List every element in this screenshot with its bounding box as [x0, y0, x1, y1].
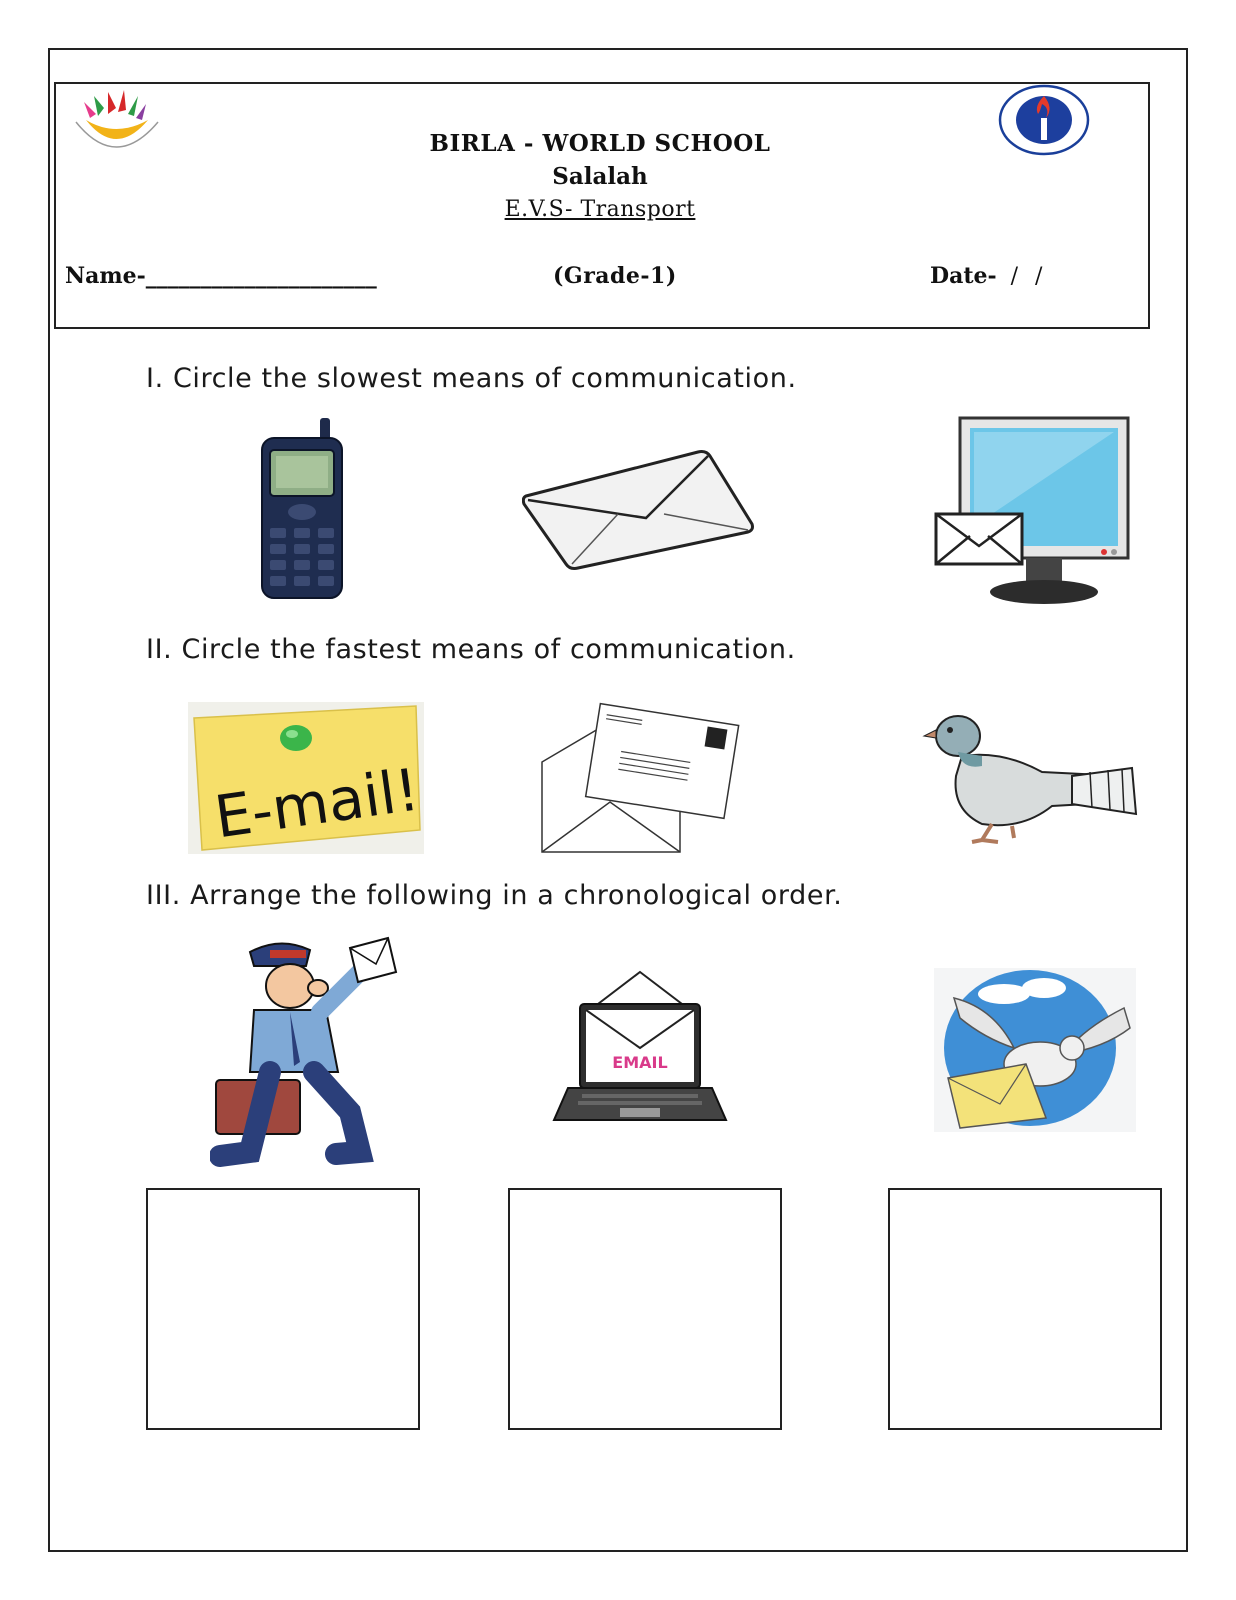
postman-icon[interactable] — [210, 932, 400, 1168]
envelope-icon[interactable] — [522, 448, 758, 572]
question-3-text: Arrange the following in a chronological order. — [190, 880, 843, 911]
name-field[interactable]: Name-_____________________ — [65, 263, 377, 289]
laptop-screen-text: EMAIL — [612, 1053, 668, 1072]
question-2-text: Circle the fastest means of communication. — [181, 634, 796, 665]
school-city: Salalah — [552, 163, 648, 190]
mobile-phone-icon[interactable] — [258, 416, 348, 602]
question-3-number: III. — [146, 880, 181, 911]
logo-leaves — [84, 90, 146, 120]
school-name: BIRLA - WORLD SCHOOL — [429, 130, 771, 157]
worksheet-subject: E.V.S- Transport — [504, 197, 696, 222]
date-slashes: / / — [1010, 264, 1043, 289]
computer-mail-icon[interactable] — [934, 416, 1134, 608]
question-2 — [146, 634, 796, 665]
question-1-number: I. — [146, 363, 164, 394]
question-2-number: II. — [146, 634, 173, 665]
email-note-text: E-mail! — [210, 755, 424, 852]
pigeon-icon[interactable] — [922, 706, 1144, 854]
pigeon-post-icon[interactable] — [934, 968, 1136, 1132]
date-field[interactable] — [930, 263, 1042, 289]
date-label: Date- — [930, 263, 997, 289]
mail-envelope-icon — [936, 514, 1022, 564]
answer-box-2[interactable] — [508, 1188, 782, 1430]
grade-label: (Grade-1) — [553, 263, 677, 289]
question-1-text: Circle the slowest means of communication. — [172, 363, 797, 394]
laptop-email-icon[interactable] — [552, 970, 728, 1124]
question-1 — [146, 363, 797, 394]
answer-box-3[interactable] — [888, 1188, 1162, 1430]
answer-box-1[interactable] — [146, 1188, 420, 1430]
letter-envelope-icon[interactable] — [540, 702, 740, 858]
question-3 — [146, 880, 842, 911]
email-note-icon[interactable] — [188, 702, 424, 854]
